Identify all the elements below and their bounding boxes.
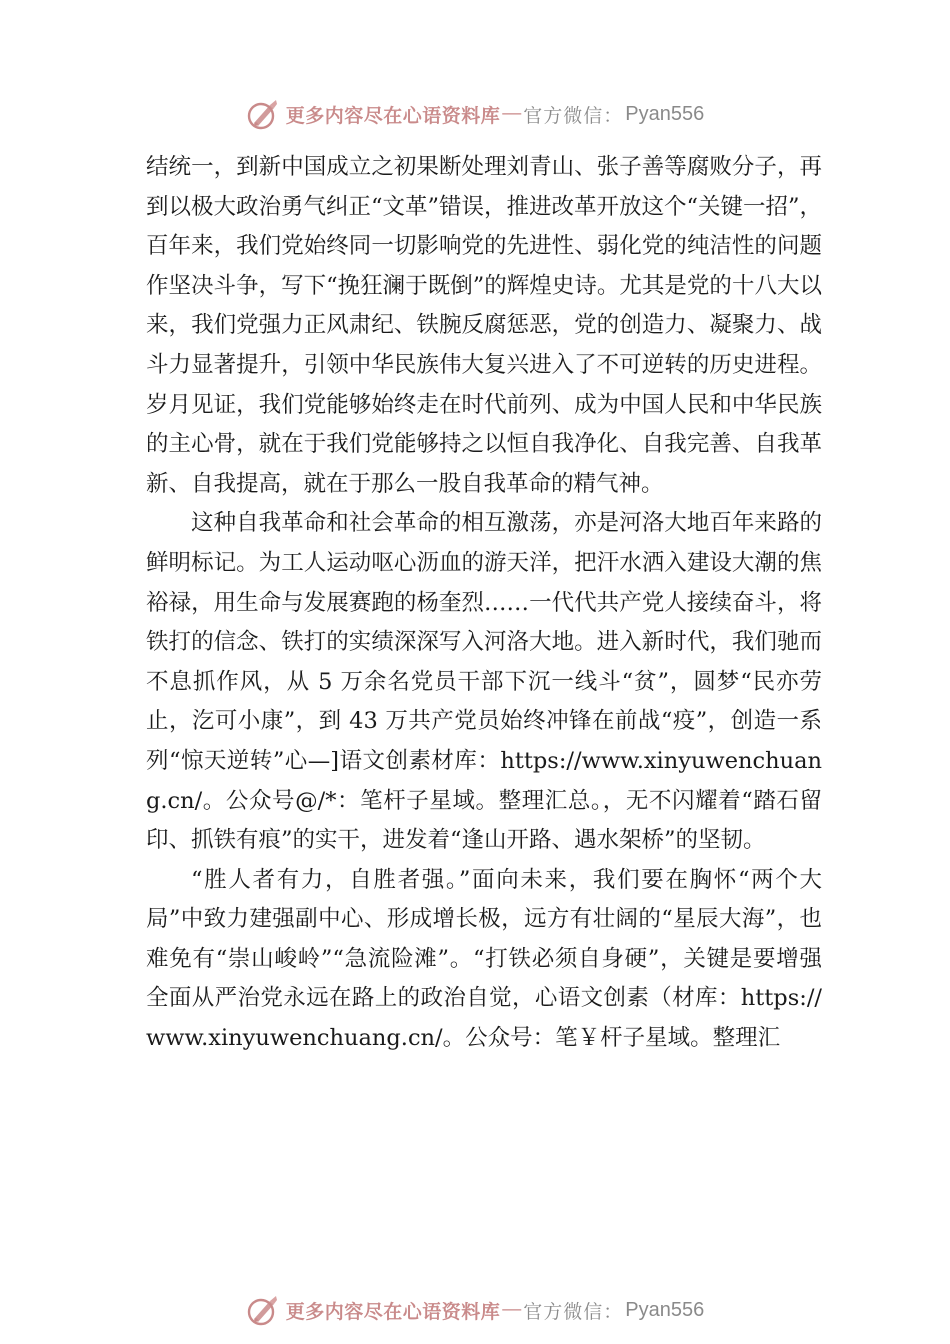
wechat-id: Pyan556	[625, 1298, 705, 1321]
banner-separator: —	[502, 103, 522, 124]
brand-text: 更多内容尽在心语资料库	[285, 1300, 501, 1323]
brand-text: 更多内容尽在心语资料库	[285, 104, 501, 127]
document-body	[146, 148, 822, 1059]
wechat-label: 官方微信：	[523, 1300, 624, 1323]
pen-logo-icon	[246, 97, 280, 131]
footer-banner	[0, 1290, 950, 1330]
header-banner	[0, 94, 950, 134]
wechat-label: 官方微信：	[523, 104, 624, 127]
wechat-id: Pyan556	[625, 102, 705, 125]
pen-logo-icon	[246, 1293, 280, 1327]
paragraph-2: 这种自我革命和社会革命的相互激荡，亦是河洛大地百年来路的鲜明标记。为工人运动呕心沥血的游天洋，把汗水洒入建设大潮的焦裕禄，用生命与发展赛跑的杨奎烈……一代代共产党人接续奋斗，将铁打的信念、铁打的实绩深深写入河洛大地。进入新时代，我们驰而不息抓作风，从 5 万余名党员干部下沉一线斗“贫”，圆梦“民亦劳止，汔可小康”，到 43 万共产党员始终冲锋在前战“疫”，创造一系列“惊天逆转”心—]语文创素材库：https://www.xinyuwenchuang.cn/。公众号@/*：笔杆子星域。整理汇总。，无不闪耀着“踏石留印、抓铁有痕”的实干，进发着“逢山开路、遇水架桥”的坚韧。	[146, 510, 822, 854]
banner-separator: —	[502, 1299, 522, 1320]
paragraph-1: 结统一，到新中国成立之初果断处理刘青山、张子善等腐败分子，再到以极大政治勇气纠正“文革”错误，推进改革开放这个“关键一招”，百年来，我们党始终同一切影响党的先进性、弱化党的纯洁性的问题作坚决斗争，写下“挽狂澜于既倒”的辉煌史诗。尤其是党的十八大以来，我们党强力正风肃纪、铁腕反腐惩恶，党的创造力、凝聚力、战斗力显著提升，引领中华民族伟大复兴进入了不可逆转的历史进程。岁月见证，我们党能够始终走在时代前列、成为中国人民和中华民族的主心骨，就在于我们党能够持之以恒自我净化、自我完善、自我革新、自我提高，就在于那么一股自我革命的精气神。	[146, 154, 823, 497]
paragraph-3: “胜人者有力，自胜者强。”面向未来，我们要在胸怀“两个大局”中致力建强副中心、形成增长极，远方有壮阔的“星辰大海”，也难免有“崇山峻岭”“急流险滩”。“打铁必须自身硬”，关键是要增强全面从严治党永远在路上的政治自觉，心语文创素（材库：https://www.xinyuwenchuang.cn/。公众号：笔￥杆子星域。整理汇	[146, 866, 822, 1052]
